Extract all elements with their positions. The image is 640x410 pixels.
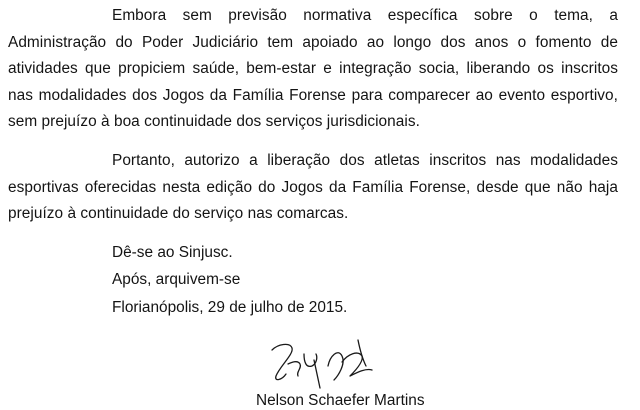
paragraph-justification: Embora sem previsão normativa específica sobre o tema, a Administração do Poder Judiciário tem apoiado ao longo dos anos o fomento de atividades que propiciem saúde, bem-estar e integração socia, liberando os inscritos nas modalidades dos Jogos da Família Forense para comparecer ao evento esportivo, sem prejuízo à boa continuidade dos serviços jurisdicionais. xyxy=(8,7,618,130)
notify-line: Dê-se ao Sinjusc. xyxy=(112,244,233,261)
handwritten-signature xyxy=(258,336,388,396)
place-date-line: Florianópolis, 29 de julho de 2015. xyxy=(112,299,348,316)
paragraph-authorization: Portanto, autorizo a liberação dos atletas inscritos nas modalidades esportivas oferecidas nesta edição do Jogos da Família Forense, desde que não haja prejuízo à continuidade do serviço nas comarcas. xyxy=(8,152,618,222)
archive-line: Após, arquivem-se xyxy=(112,271,241,288)
signer-name: Nelson Schaefer Martins xyxy=(256,392,425,409)
